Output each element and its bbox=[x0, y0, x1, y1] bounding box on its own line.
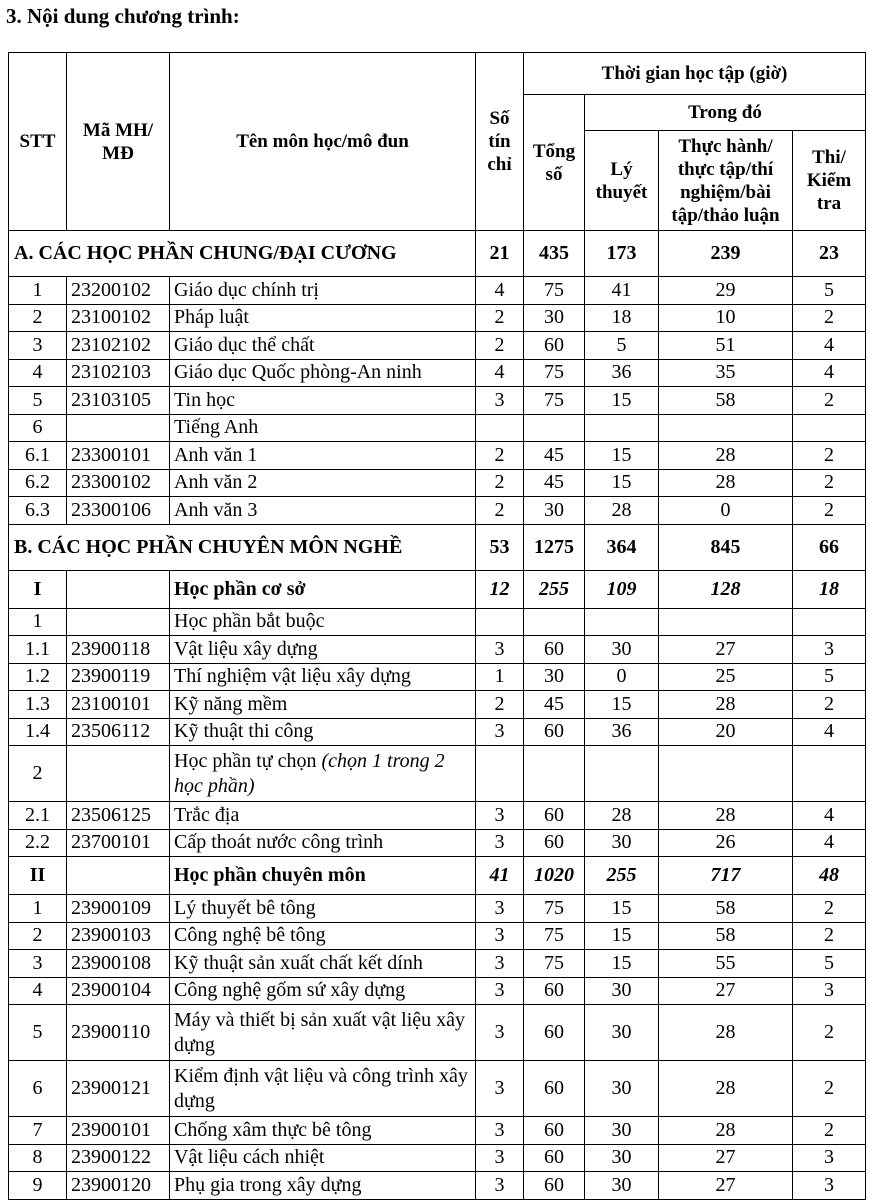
table-row bbox=[9, 691, 866, 719]
row-exam: 3 bbox=[793, 1172, 866, 1200]
row-exam: 2 bbox=[793, 691, 866, 719]
row-practice bbox=[659, 608, 793, 636]
row-total: 60 bbox=[524, 829, 585, 857]
row-code: 23300106 bbox=[67, 497, 170, 525]
row-exam: 2 bbox=[793, 442, 866, 470]
header-code: Mã MH/ MĐ bbox=[67, 53, 170, 231]
row-code: 23200102 bbox=[67, 277, 170, 305]
row-practice: 58 bbox=[659, 387, 793, 415]
row-name: Tiếng Anh bbox=[170, 414, 476, 442]
row-exam: 2 bbox=[793, 497, 866, 525]
row-stt: 3 bbox=[9, 332, 67, 360]
row-code: 23900121 bbox=[67, 1061, 170, 1117]
row-total: 60 bbox=[524, 332, 585, 360]
table-row bbox=[9, 414, 866, 442]
row-code: 23900103 bbox=[67, 922, 170, 950]
row-code: 23300101 bbox=[67, 442, 170, 470]
row-code: 23900108 bbox=[67, 950, 170, 978]
row-code: 23900118 bbox=[67, 636, 170, 664]
row-stt: 2 bbox=[9, 304, 67, 332]
row-name: Phụ gia trong xây dựng bbox=[170, 1172, 476, 1200]
row-exam: 18 bbox=[793, 570, 866, 608]
row-theory: 36 bbox=[585, 359, 659, 387]
row-name: Giáo dục Quốc phòng-An ninh bbox=[170, 359, 476, 387]
row-stt: 4 bbox=[9, 977, 67, 1005]
table-row bbox=[9, 442, 866, 470]
row-stt: 1 bbox=[9, 608, 67, 636]
row-practice: 27 bbox=[659, 977, 793, 1005]
row-exam: 2 bbox=[793, 922, 866, 950]
row-total: 75 bbox=[524, 895, 585, 923]
row-exam bbox=[793, 608, 866, 636]
table-row bbox=[9, 1005, 866, 1061]
row-name: Anh văn 2 bbox=[170, 469, 476, 497]
header-exam: Thi/ Kiểm tra bbox=[793, 131, 866, 231]
row-name bbox=[170, 746, 476, 802]
row-name: Giáo dục chính trị bbox=[170, 277, 476, 305]
row-name: Công nghệ bê tông bbox=[170, 922, 476, 950]
row-practice: 28 bbox=[659, 442, 793, 470]
row-name: Máy và thiết bị sản xuất vật liệu xây dựng bbox=[170, 1005, 476, 1061]
row-code bbox=[67, 414, 170, 442]
table-row bbox=[9, 977, 866, 1005]
row-code: 23900119 bbox=[67, 663, 170, 691]
row-stt: 2 bbox=[9, 922, 67, 950]
row-credits: 21 bbox=[476, 231, 524, 277]
row-practice bbox=[659, 414, 793, 442]
row-code: 23900122 bbox=[67, 1144, 170, 1172]
table-row bbox=[9, 359, 866, 387]
row-theory bbox=[585, 414, 659, 442]
row-theory bbox=[585, 608, 659, 636]
row-theory: 41 bbox=[585, 277, 659, 305]
row-code: 23900104 bbox=[67, 977, 170, 1005]
row-total bbox=[524, 746, 585, 802]
row-name: Vật liệu xây dựng bbox=[170, 636, 476, 664]
row-name: Kỹ thuật thi công bbox=[170, 718, 476, 746]
row-name: Chống xâm thực bê tông bbox=[170, 1117, 476, 1145]
row-total bbox=[524, 608, 585, 636]
row-theory: 30 bbox=[585, 1117, 659, 1145]
table-header bbox=[9, 53, 866, 231]
row-total: 30 bbox=[524, 304, 585, 332]
row-total: 60 bbox=[524, 802, 585, 830]
row-total: 75 bbox=[524, 950, 585, 978]
row-theory: 30 bbox=[585, 829, 659, 857]
row-practice: 10 bbox=[659, 304, 793, 332]
row-name: Giáo dục thể chất bbox=[170, 332, 476, 360]
row-exam: 2 bbox=[793, 469, 866, 497]
row-total: 60 bbox=[524, 718, 585, 746]
row-code: 23103105 bbox=[67, 387, 170, 415]
row-practice: 28 bbox=[659, 469, 793, 497]
row-total: 45 bbox=[524, 442, 585, 470]
row-code: 23506125 bbox=[67, 802, 170, 830]
row-credits: 3 bbox=[476, 1117, 524, 1145]
row-credits: 3 bbox=[476, 895, 524, 923]
row-theory: 30 bbox=[585, 636, 659, 664]
row-exam: 3 bbox=[793, 1144, 866, 1172]
section-title: A. CÁC HỌC PHẦN CHUNG/ĐẠI CƯƠNG bbox=[9, 231, 476, 277]
row-name: Tin học bbox=[170, 387, 476, 415]
row-stt: 7 bbox=[9, 1117, 67, 1145]
row-stt: 9 bbox=[9, 1172, 67, 1200]
row-total: 255 bbox=[524, 570, 585, 608]
row-name: Vật liệu cách nhiệt bbox=[170, 1144, 476, 1172]
row-name: Cấp thoát nước công trình bbox=[170, 829, 476, 857]
row-practice: 28 bbox=[659, 691, 793, 719]
row-credits: 1 bbox=[476, 663, 524, 691]
row-stt: 6 bbox=[9, 414, 67, 442]
row-credits: 3 bbox=[476, 977, 524, 1005]
row-theory: 15 bbox=[585, 387, 659, 415]
row-stt: 3 bbox=[9, 950, 67, 978]
row-credits: 3 bbox=[476, 802, 524, 830]
row-practice: 35 bbox=[659, 359, 793, 387]
row-credits: 53 bbox=[476, 524, 524, 570]
row-credits: 4 bbox=[476, 277, 524, 305]
section-title: B. CÁC HỌC PHẦN CHUYÊN MÔN NGHỀ bbox=[9, 524, 476, 570]
row-total: 45 bbox=[524, 469, 585, 497]
table-row bbox=[9, 922, 866, 950]
table-row bbox=[9, 387, 866, 415]
row-exam: 5 bbox=[793, 950, 866, 978]
row-practice: 28 bbox=[659, 1117, 793, 1145]
header-total: Tổng số bbox=[524, 95, 585, 231]
table-row bbox=[9, 497, 866, 525]
row-total: 30 bbox=[524, 663, 585, 691]
row-total: 75 bbox=[524, 387, 585, 415]
row-credits: 12 bbox=[476, 570, 524, 608]
row-code bbox=[67, 608, 170, 636]
row-exam: 2 bbox=[793, 1061, 866, 1117]
row-stt: 2.2 bbox=[9, 829, 67, 857]
row-code bbox=[67, 746, 170, 802]
row-exam bbox=[793, 746, 866, 802]
row-name: Học phần chuyên môn bbox=[170, 857, 476, 895]
row-practice: 25 bbox=[659, 663, 793, 691]
row-total: 75 bbox=[524, 277, 585, 305]
row-credits: 3 bbox=[476, 387, 524, 415]
row-practice: 58 bbox=[659, 895, 793, 923]
row-theory: 30 bbox=[585, 1172, 659, 1200]
row-stt: II bbox=[9, 857, 67, 895]
table-row bbox=[9, 304, 866, 332]
row-practice: 26 bbox=[659, 829, 793, 857]
row-total: 60 bbox=[524, 1144, 585, 1172]
row-credits bbox=[476, 608, 524, 636]
row-total: 30 bbox=[524, 497, 585, 525]
table-row bbox=[9, 895, 866, 923]
row-theory: 30 bbox=[585, 1144, 659, 1172]
table-row bbox=[9, 1144, 866, 1172]
row-practice: 51 bbox=[659, 332, 793, 360]
row-code: 23102103 bbox=[67, 359, 170, 387]
subsection-row bbox=[9, 570, 866, 608]
row-name: Pháp luật bbox=[170, 304, 476, 332]
row-stt: 1 bbox=[9, 277, 67, 305]
row-code: 23900101 bbox=[67, 1117, 170, 1145]
table-row bbox=[9, 636, 866, 664]
row-exam: 2 bbox=[793, 895, 866, 923]
row-credits: 3 bbox=[476, 1061, 524, 1117]
row-theory: 15 bbox=[585, 691, 659, 719]
row-exam: 66 bbox=[793, 524, 866, 570]
row-name: Kiểm định vật liệu và công trình xây dựng bbox=[170, 1061, 476, 1117]
section-heading: 3. Nội dung chương trình: bbox=[6, 4, 240, 28]
row-practice: 55 bbox=[659, 950, 793, 978]
row-credits: 3 bbox=[476, 922, 524, 950]
row-theory: 0 bbox=[585, 663, 659, 691]
row-name-note: (chọn 1 trong 2 học phần) bbox=[174, 749, 445, 797]
row-stt: 8 bbox=[9, 1144, 67, 1172]
row-theory: 30 bbox=[585, 1005, 659, 1061]
row-theory: 173 bbox=[585, 231, 659, 277]
row-stt: 1 bbox=[9, 895, 67, 923]
row-practice: 28 bbox=[659, 1061, 793, 1117]
row-stt: 6 bbox=[9, 1061, 67, 1117]
row-theory: 28 bbox=[585, 802, 659, 830]
row-total: 60 bbox=[524, 1005, 585, 1061]
row-theory: 15 bbox=[585, 895, 659, 923]
row-practice bbox=[659, 746, 793, 802]
row-theory: 5 bbox=[585, 332, 659, 360]
header-time-group: Thời gian học tập (giờ) bbox=[524, 53, 866, 95]
row-credits bbox=[476, 746, 524, 802]
row-practice: 717 bbox=[659, 857, 793, 895]
row-name: Học phần cơ sở bbox=[170, 570, 476, 608]
row-stt: 1.3 bbox=[9, 691, 67, 719]
row-name: Kỹ năng mềm bbox=[170, 691, 476, 719]
row-stt: 6.1 bbox=[9, 442, 67, 470]
row-code: 23300102 bbox=[67, 469, 170, 497]
table-row bbox=[9, 1117, 866, 1145]
row-theory: 15 bbox=[585, 469, 659, 497]
row-total: 1275 bbox=[524, 524, 585, 570]
row-credits: 2 bbox=[476, 332, 524, 360]
row-practice: 0 bbox=[659, 497, 793, 525]
row-credits: 2 bbox=[476, 691, 524, 719]
row-name: Học phần bắt buộc bbox=[170, 608, 476, 636]
row-practice: 27 bbox=[659, 636, 793, 664]
row-code: 23100102 bbox=[67, 304, 170, 332]
row-total: 60 bbox=[524, 1061, 585, 1117]
row-code bbox=[67, 570, 170, 608]
row-exam: 3 bbox=[793, 977, 866, 1005]
row-stt: 6.2 bbox=[9, 469, 67, 497]
row-total: 60 bbox=[524, 1172, 585, 1200]
row-stt: 5 bbox=[9, 387, 67, 415]
table-row bbox=[9, 1172, 866, 1200]
row-credits: 2 bbox=[476, 442, 524, 470]
row-code: 23102102 bbox=[67, 332, 170, 360]
row-total: 75 bbox=[524, 359, 585, 387]
row-exam: 23 bbox=[793, 231, 866, 277]
row-credits bbox=[476, 414, 524, 442]
row-credits: 41 bbox=[476, 857, 524, 895]
row-exam: 2 bbox=[793, 1005, 866, 1061]
row-stt: 1.4 bbox=[9, 718, 67, 746]
row-practice: 28 bbox=[659, 1005, 793, 1061]
table-row bbox=[9, 277, 866, 305]
header-practice: Thực hành/ thực tập/thí nghiệm/bài tập/thảo luận bbox=[659, 131, 793, 231]
curriculum-table bbox=[8, 52, 866, 1200]
row-code bbox=[67, 857, 170, 895]
row-code: 23900109 bbox=[67, 895, 170, 923]
row-stt: 2 bbox=[9, 746, 67, 802]
row-theory: 15 bbox=[585, 922, 659, 950]
table-row bbox=[9, 332, 866, 360]
row-exam: 2 bbox=[793, 304, 866, 332]
header-subgroup: Trong đó bbox=[585, 95, 866, 131]
row-stt: 1.1 bbox=[9, 636, 67, 664]
row-exam: 2 bbox=[793, 1117, 866, 1145]
row-total: 60 bbox=[524, 977, 585, 1005]
row-name: Anh văn 3 bbox=[170, 497, 476, 525]
row-total: 60 bbox=[524, 636, 585, 664]
header-name: Tên môn học/mô đun bbox=[170, 53, 476, 231]
row-exam: 4 bbox=[793, 332, 866, 360]
row-stt: 6.3 bbox=[9, 497, 67, 525]
row-theory: 28 bbox=[585, 497, 659, 525]
row-name: Công nghệ gốm sứ xây dựng bbox=[170, 977, 476, 1005]
table-row bbox=[9, 802, 866, 830]
row-theory: 364 bbox=[585, 524, 659, 570]
row-name: Trắc địa bbox=[170, 802, 476, 830]
row-credits: 4 bbox=[476, 359, 524, 387]
row-exam bbox=[793, 414, 866, 442]
row-name: Kỹ thuật sản xuất chất kết dính bbox=[170, 950, 476, 978]
row-name: Anh văn 1 bbox=[170, 442, 476, 470]
row-name: Thí nghiệm vật liệu xây dựng bbox=[170, 663, 476, 691]
row-exam: 48 bbox=[793, 857, 866, 895]
table-row bbox=[9, 608, 866, 636]
row-stt: 4 bbox=[9, 359, 67, 387]
row-stt: 1.2 bbox=[9, 663, 67, 691]
row-total bbox=[524, 414, 585, 442]
row-exam: 4 bbox=[793, 802, 866, 830]
table-row bbox=[9, 950, 866, 978]
section-row bbox=[9, 524, 866, 570]
row-stt: 5 bbox=[9, 1005, 67, 1061]
row-theory: 15 bbox=[585, 442, 659, 470]
row-practice: 58 bbox=[659, 922, 793, 950]
row-credits: 2 bbox=[476, 469, 524, 497]
row-practice: 20 bbox=[659, 718, 793, 746]
row-credits: 3 bbox=[476, 1144, 524, 1172]
row-practice: 29 bbox=[659, 277, 793, 305]
row-name-text: Học phần tự chọn bbox=[174, 749, 322, 772]
row-total: 435 bbox=[524, 231, 585, 277]
table-row bbox=[9, 746, 866, 802]
row-theory: 109 bbox=[585, 570, 659, 608]
row-credits: 3 bbox=[476, 718, 524, 746]
row-theory bbox=[585, 746, 659, 802]
row-total: 75 bbox=[524, 922, 585, 950]
header-stt: STT bbox=[9, 53, 67, 231]
row-exam: 4 bbox=[793, 718, 866, 746]
row-theory: 15 bbox=[585, 950, 659, 978]
row-code: 23900110 bbox=[67, 1005, 170, 1061]
row-exam: 2 bbox=[793, 387, 866, 415]
row-theory: 255 bbox=[585, 857, 659, 895]
row-exam: 3 bbox=[793, 636, 866, 664]
table-row bbox=[9, 469, 866, 497]
row-credits: 2 bbox=[476, 497, 524, 525]
subsection-row bbox=[9, 857, 866, 895]
row-exam: 4 bbox=[793, 829, 866, 857]
table-row bbox=[9, 663, 866, 691]
row-practice: 845 bbox=[659, 524, 793, 570]
table-row bbox=[9, 829, 866, 857]
row-credits: 2 bbox=[476, 304, 524, 332]
row-total: 1020 bbox=[524, 857, 585, 895]
row-practice: 28 bbox=[659, 802, 793, 830]
row-stt: 2.1 bbox=[9, 802, 67, 830]
row-practice: 27 bbox=[659, 1172, 793, 1200]
row-credits: 3 bbox=[476, 636, 524, 664]
row-stt: I bbox=[9, 570, 67, 608]
row-code: 23100101 bbox=[67, 691, 170, 719]
row-code: 23506112 bbox=[67, 718, 170, 746]
row-code: 23900120 bbox=[67, 1172, 170, 1200]
row-theory: 30 bbox=[585, 1061, 659, 1117]
header-credits: Số tín chỉ bbox=[476, 53, 524, 231]
row-theory: 18 bbox=[585, 304, 659, 332]
row-total: 60 bbox=[524, 1117, 585, 1145]
table-row bbox=[9, 718, 866, 746]
section-row bbox=[9, 231, 866, 277]
row-credits: 3 bbox=[476, 1005, 524, 1061]
row-name: Lý thuyết bê tông bbox=[170, 895, 476, 923]
table-row bbox=[9, 1061, 866, 1117]
row-practice: 27 bbox=[659, 1144, 793, 1172]
row-credits: 3 bbox=[476, 1172, 524, 1200]
row-theory: 36 bbox=[585, 718, 659, 746]
row-exam: 5 bbox=[793, 663, 866, 691]
row-credits: 3 bbox=[476, 829, 524, 857]
table-body bbox=[9, 231, 866, 1200]
row-credits: 3 bbox=[476, 950, 524, 978]
row-practice: 239 bbox=[659, 231, 793, 277]
row-code: 23700101 bbox=[67, 829, 170, 857]
header-theory: Lý thuyết bbox=[585, 131, 659, 231]
row-exam: 4 bbox=[793, 359, 866, 387]
row-exam: 5 bbox=[793, 277, 866, 305]
row-practice: 128 bbox=[659, 570, 793, 608]
row-total: 45 bbox=[524, 691, 585, 719]
row-theory: 30 bbox=[585, 977, 659, 1005]
